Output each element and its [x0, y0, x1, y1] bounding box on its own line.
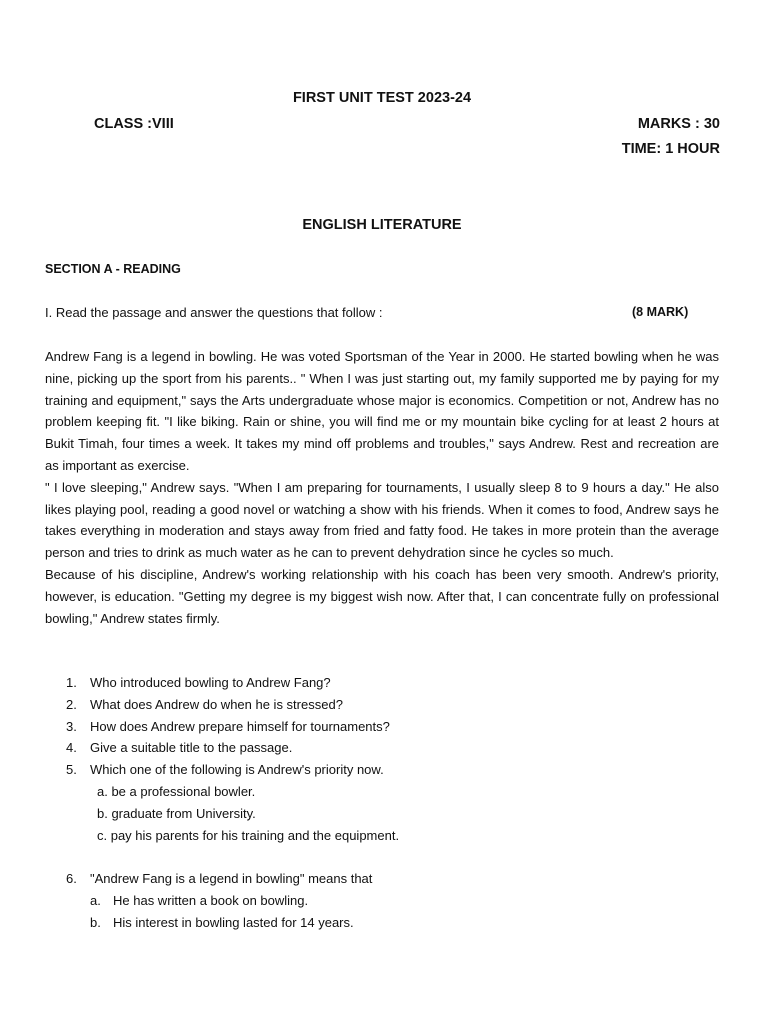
option-text: b. graduate from University. [97, 805, 256, 821]
class-label: CLASS :VIII [94, 116, 174, 132]
passage-paragraph: Because of his discipline, Andrew's working relationship with his coach has been very smooth. Andrew's priority, however, is education. "Getting my degree is my biggest wish now. After that, I can concentrate fully on professional bowling," Andrew states firmly. [45, 566, 719, 626]
option-text: a. be a professional bowler. [97, 783, 256, 799]
question-list [45, 672, 725, 846]
option-item [45, 912, 725, 934]
option-letter: a. [90, 892, 101, 908]
question-six [45, 868, 725, 933]
question-text: Which one of the following is Andrew's priority now. [90, 762, 384, 778]
option-item [45, 803, 725, 825]
marks-label: MARKS : 30 [637, 116, 720, 132]
question-number: 4. [66, 740, 77, 756]
subject-title: ENGLISH LITERATURE [302, 217, 462, 233]
question-number: 1. [66, 675, 77, 690]
section-heading: SECTION A - READING [45, 262, 181, 276]
question-text: How does Andrew prepare himself for tournaments? [90, 718, 390, 734]
question-item [45, 868, 725, 890]
question-text: "Andrew Fang is a legend in bowling" means that [90, 871, 373, 886]
section-instruction: I. Read the passage and answer the questions that follow : [45, 305, 383, 320]
passage-paragraph: " I love sleeping," Andrew says. "When I am preparing for tournaments, I usually sleep 8 to 9 hours a day." He also likes playing pool, reading a good novel or watching a show with his friends. When it comes to food, Andrew says he takes everything in moderation and stays away from fried and fatty food. He takes in more protein than the average person and tries to drink as much water as he can to prevent dehydration since he cycles so much. [45, 479, 719, 561]
time-label: TIME: 1 HOUR [621, 141, 720, 157]
option-item [45, 825, 725, 847]
question-number: 6. [66, 871, 77, 886]
reading-passage [45, 346, 719, 629]
exam-title: FIRST UNIT TEST 2023-24 [292, 90, 472, 106]
question-item [45, 716, 725, 738]
question-item [45, 759, 725, 781]
option-text: c. pay his parents for his training and the equipment. [97, 827, 400, 843]
option-text: His interest in bowling lasted for 14 years. [113, 914, 354, 930]
question-number: 5. [66, 762, 77, 778]
option-letter: b. [90, 914, 101, 930]
question-text: What does Andrew do when he is stressed? [90, 696, 343, 712]
section-marks: (8 MARK) [632, 305, 689, 319]
option-text: He has written a book on bowling. [113, 892, 309, 908]
option-item [45, 890, 725, 912]
question-item [45, 694, 725, 716]
question-text: Who introduced bowling to Andrew Fang? [90, 675, 331, 690]
option-item [45, 781, 725, 803]
question-item [45, 672, 725, 694]
question-item [45, 737, 725, 759]
question-number: 2. [66, 696, 77, 712]
question-number: 3. [66, 718, 77, 734]
question-text: Give a suitable title to the passage. [90, 740, 293, 756]
passage-paragraph: Andrew Fang is a legend in bowling. He was voted Sportsman of the Year in 2000. He started bowling when he was nine, picking up the sport from his parents.. " When I was just starting out, my family supported me by paying for my training and equipment," says the Arts undergraduate whose major is economics. Competition or not, Andrew has no problem keeping fit. "I like biking. Rain or shine, you will find me or my mountain bike cycling for at least 2 hours at Bukit Timah, four times a week. It takes my mind off problems and troubles," says Andrew. Rest and recreation are as important as exercise. [45, 349, 719, 473]
